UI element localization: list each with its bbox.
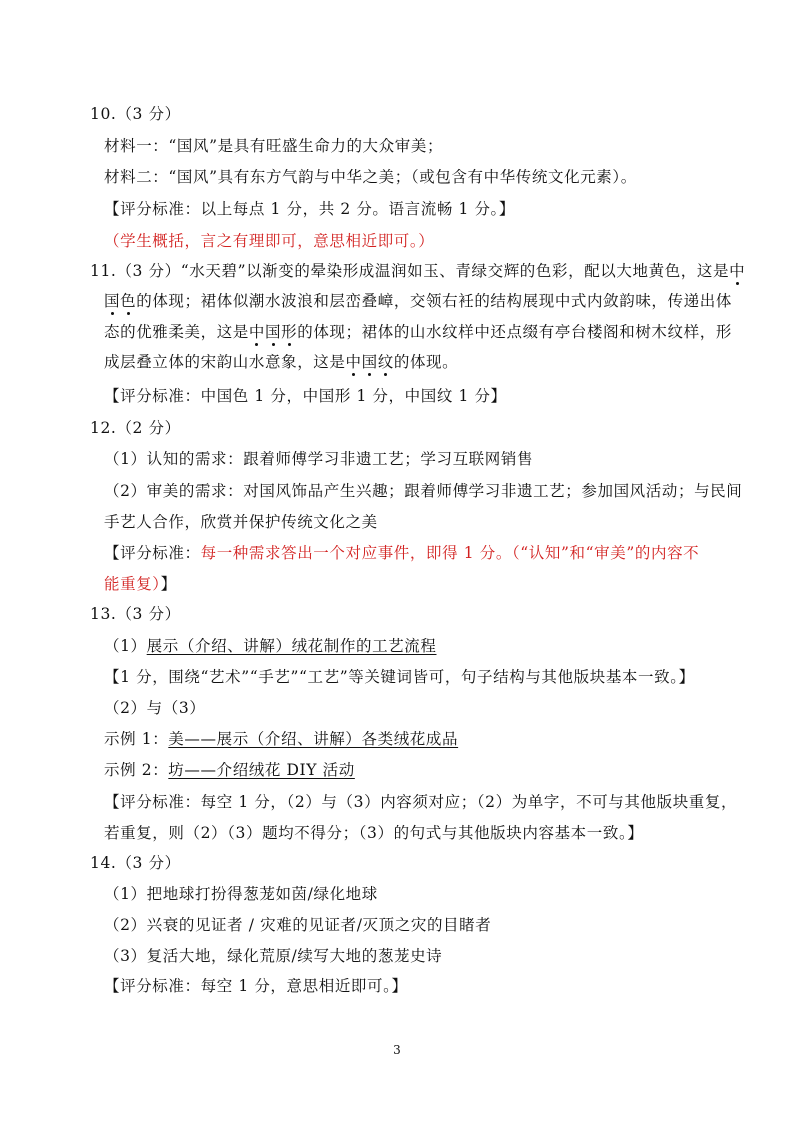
emphasis-char: 国 xyxy=(361,353,378,371)
q11-line-3 xyxy=(104,322,732,342)
emphasis-char: 色 xyxy=(120,292,137,310)
q10-note: （学生概括，言之有理即可，意思相近即可。） xyxy=(104,232,435,250)
q13-scoring-2: 【评分标准：每空 1 分，（2）与（3）内容须对应；（2）为单字，不可与其他版块重复， xyxy=(104,793,738,811)
q14-answer-2: （2）兴衰的见证者 / 灾难的见证者/灭顶之灾的目睹者 xyxy=(104,916,492,934)
example-underlined: 坊——介绍绒花 DIY 活动 xyxy=(168,761,355,779)
q12-answer-1: （1）认知的需求：跟着师傅学习非遗工艺；学习互联网销售 xyxy=(104,450,534,468)
scoring-bracket: 】 xyxy=(160,575,177,593)
q12-scoring-cont xyxy=(104,574,177,594)
q12-answer-2: （2）审美的需求：对国风饰品产生兴趣；跟着师傅学习非遗工艺；参加国风活动；与民间 xyxy=(104,482,743,500)
q10-material-1: 材料一：“国风”是具有旺盛生命力的大众审美； xyxy=(104,137,444,155)
emphasis-char: 中 xyxy=(248,323,266,341)
emphasis-char: 纹 xyxy=(377,353,394,371)
example-underlined: 美——展示（介绍、讲解）各类绒花成品 xyxy=(168,730,459,748)
q14-answer-3: （3）复活大地，绿化荒原/续写大地的葱茏史诗 xyxy=(104,947,443,965)
q10-material-2: 材料二：“国风”具有东方气韵与中华之美；（或包含有中华传统文化元素）。 xyxy=(104,168,637,186)
q11-text: 态的优雅柔美，这是 xyxy=(104,323,249,341)
q11-text: 11.（3 分）“水天碧”以渐变的晕染形成温润如玉、青绿交辉的色彩，配以大地黄色，这是 xyxy=(90,262,730,280)
q10-heading: 10.（3 分） xyxy=(90,105,181,123)
q13-answer-2-3: （2）与（3） xyxy=(104,699,206,717)
q12-answer-2-cont: 手艺人合作，欣赏并保护传统文化之美 xyxy=(104,513,378,531)
emphasis-char: 形 xyxy=(281,323,298,341)
q13-scoring-1: 【1 分，围绕“艺术”“手艺”“工艺”等关键词皆可，句子结构与其他版块基本一致。】 xyxy=(104,668,695,686)
q11-scoring: 【评分标准：中国色 1 分，中国形 1 分，中国纹 1 分】 xyxy=(104,387,507,405)
emphasis-char: 国 xyxy=(104,292,121,310)
q13-heading: 13.（3 分） xyxy=(90,605,181,623)
emphasis-char: 中 xyxy=(345,353,362,371)
q13-scoring-2-cont: 若重复，则（2）（3）题均不得分；（3）的句式与其他版块内容基本一致。】 xyxy=(104,824,644,842)
q13-answer-1 xyxy=(104,636,436,656)
q14-heading: 14.（3 分） xyxy=(90,854,181,872)
q11-text: 的体现；裙体的山水纹样中还点缀有亭台楼阁和树木纹样，形 xyxy=(297,323,732,341)
scoring-label: 【评分标准： xyxy=(104,544,201,562)
answer-label: （1） xyxy=(104,637,147,655)
q12-heading: 12.（2 分） xyxy=(90,419,181,437)
q11-text: 成层叠立体的宋韵山水意象，这是 xyxy=(104,353,346,371)
example-label: 示例 1： xyxy=(104,730,169,748)
emphasis-char: 中 xyxy=(729,262,746,280)
q10-scoring: 【评分标准：以上每点 1 分，共 2 分。语言流畅 1 分。】 xyxy=(104,200,515,218)
answer-underlined: 展示（介绍、讲解）绒花制作的工艺流程 xyxy=(146,637,437,655)
q11-line-1 xyxy=(90,261,745,281)
q11-line-4 xyxy=(104,352,458,372)
q14-scoring: 【评分标准：每空 1 分，意思相近即可。】 xyxy=(104,977,408,995)
q13-example-1 xyxy=(104,729,458,749)
q13-example-2 xyxy=(104,760,355,780)
emphasis-char: 国 xyxy=(265,323,282,341)
page-number: 3 xyxy=(393,1043,401,1057)
scoring-text: 每一种需求答出一个对应事件，即得 1 分。（“认知”和“审美”的内容不 xyxy=(200,544,700,562)
scoring-text: 能重复） xyxy=(104,575,161,593)
q11-text: 的体现；裙体似潮水波浪和层峦叠嶂，交领右衽的结构展现中式内敛韵味，传递出体 xyxy=(136,292,732,310)
example-label: 示例 2： xyxy=(104,761,169,779)
q11-text: 的体现。 xyxy=(393,353,459,371)
q11-line-2 xyxy=(104,291,732,311)
q14-answer-1: （1）把地球打扮得葱茏如茵/绿化地球 xyxy=(104,885,378,903)
q12-scoring xyxy=(104,543,699,563)
